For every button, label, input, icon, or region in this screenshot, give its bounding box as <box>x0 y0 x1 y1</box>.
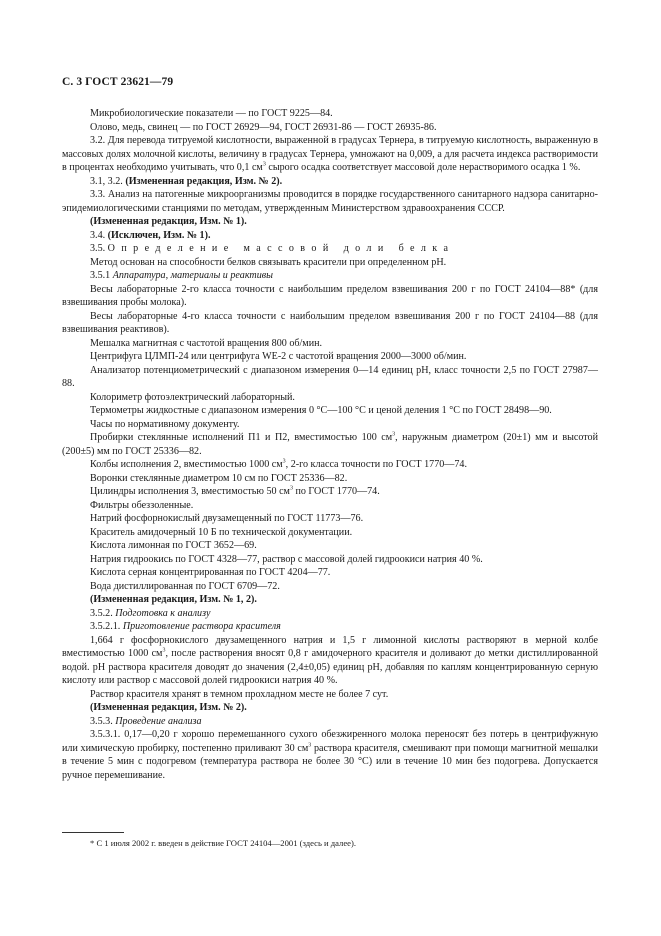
text-segment: Приготовление раствора красителя <box>122 621 281 632</box>
text-segment: , 2-го класса точности по ГОСТ 1770—74. <box>285 459 468 470</box>
paragraph-p23 <box>62 499 598 513</box>
text-segment: Колбы исполнения 2, вместимостью 1000 см <box>90 459 283 470</box>
paragraph-p18 <box>62 418 598 432</box>
paragraph-p26 <box>62 539 598 553</box>
paragraph-p32 <box>62 620 598 634</box>
paragraph-p3 <box>62 134 598 175</box>
paragraph-p21 <box>62 472 598 486</box>
text-segment: 3.3. Анализ на патогенные микроорганизмы проводится в порядке государственного санитарного надзора санитарно-эпидемиологическими станциями по методам, утвержденным Министерством здравоохранения СССР. <box>62 189 598 214</box>
paragraph-p29 <box>62 580 598 594</box>
text-segment: 3 <box>289 485 293 492</box>
text-segment: Анализатор потенциометрический с диапазоном измерения 0—14 единиц pH, класс точности 2,5 по ГОСТ 27987—88. <box>62 364 598 389</box>
text-segment: Краситель амидочерный 10 Б по технической документации. <box>90 526 353 538</box>
paragraph-p25 <box>62 526 598 540</box>
text-segment: Подготовка к анализу <box>115 607 211 619</box>
footnote: * С 1 июля 2002 г. введен в действие ГОСТ 24104—2001 (здесь и далее). <box>90 838 356 848</box>
document-body <box>62 107 598 782</box>
paragraph-p8 <box>62 242 598 256</box>
paragraph-p2 <box>62 121 598 135</box>
text-segment: 3.1, 3.2. <box>90 175 126 187</box>
text-segment: Мешалка магнитная с частотой вращения 800 об/мин. <box>90 337 323 349</box>
text-segment: Кислота лимонная по ГОСТ 3652—69. <box>90 540 257 551</box>
paragraph-p4 <box>62 175 598 189</box>
text-segment: , после растворения вносят 0,8 г амидочерного красителя и доливают до метки дистиллированной водой. pH раствора красителя доводят до значения (2,4±0,05) единиц pH, добавляя по каплям концентрированную серную кислоту или раствор с массовой долей гидроокиси натрия 40 %. <box>62 648 598 686</box>
text-segment: Кислота серная концентрированная по ГОСТ 4204—77. <box>90 567 331 578</box>
text-segment: 3.5.3. <box>90 715 116 727</box>
text-segment: Натрий фосфорнокислый двузамещенный по ГОСТ 11773—76. <box>90 513 364 524</box>
text-segment: Весы лабораторные 2-го класса точности с наибольшим пределом взвешивания 200 г по ГОСТ 24104—88* (для взвешивания пробы молока). <box>62 283 598 308</box>
paragraph-p12 <box>62 310 598 337</box>
text-segment: раствора красителя, смешивают при помощи магнитной мешалки в течение 5 мин с подогревом (температура раствора не более 30 °С) или в течение 10 мин без подогрева. Допускается ручное перемешивание. <box>62 742 599 781</box>
text-segment: 3.5.1 <box>90 270 113 281</box>
text-segment: Термометры жидкостные с диапазоном измерения 0 °С—100 °С и ценой деления 1 °С по ГОСТ 28498—90. <box>90 405 552 416</box>
paragraph-p16 <box>62 391 598 405</box>
paragraph-p37 <box>62 728 598 782</box>
text-segment: Вода дистиллированная по ГОСТ 6709—72. <box>90 580 280 592</box>
text-segment: Натрия гидроокись по ГОСТ 4328—77, раствор с массовой долей гидроокиси натрия 40 %. <box>90 553 483 565</box>
paragraph-p27 <box>62 553 598 567</box>
text-segment: сырого осадка соответствует массовой доле нерастворимого осадка 1 %. <box>265 162 581 173</box>
text-segment: Фильтры обеззоленные. <box>90 499 194 511</box>
text-segment: Микробиологические показатели — по ГОСТ 9225—84. <box>90 108 333 119</box>
paragraph-p14 <box>62 350 598 364</box>
text-segment: Центрифуга ЦЛМП-24 или центрифуга WE-2 с частотой вращения 2000—3000 об/мин. <box>90 351 467 362</box>
footnote-separator <box>62 832 124 833</box>
paragraph-p34 <box>62 688 598 702</box>
paragraph-p10 <box>62 269 598 283</box>
paragraph-p15 <box>62 364 598 391</box>
text-segment: (Измененная редакция, Изм. № 1). <box>90 216 247 227</box>
paragraph-p13 <box>62 337 598 351</box>
text-segment: 3 <box>392 431 396 438</box>
text-segment: Аппаратура, материалы и реактивы <box>112 270 273 281</box>
text-segment: (Измененная редакция, Изм. № 2). <box>125 175 283 187</box>
text-segment: (Измененная редакция, Изм. № 1, 2). <box>90 594 257 605</box>
text-segment: Цилиндры исполнения 3, вместимостью 50 см <box>90 486 290 497</box>
paragraph-p36 <box>62 715 598 729</box>
page-header: С. 3 ГОСТ 23621—79 <box>62 76 174 88</box>
paragraph-p6 <box>62 215 598 229</box>
text-segment: Воронки стеклянные диаметром 10 см по ГОСТ 25336—82. <box>90 472 348 484</box>
paragraph-p33 <box>62 634 598 688</box>
text-segment: , наружным диаметром (20±1) мм и высотой (200±5) мм по ГОСТ 25336—82. <box>62 432 599 457</box>
text-segment: Определение массовой доли белка <box>107 243 455 254</box>
paragraph-p7 <box>62 229 598 243</box>
paragraph-p28 <box>62 566 598 580</box>
text-segment: 3.4. <box>90 229 108 241</box>
paragraph-p31 <box>62 607 598 621</box>
paragraph-p5 <box>62 188 598 215</box>
text-segment: (Измененная редакция, Изм. № 2). <box>90 702 247 713</box>
text-segment: Часы по нормативному документу. <box>90 418 240 430</box>
text-segment: (Исключен, Изм. № 1). <box>107 229 211 241</box>
paragraph-p35 <box>62 701 598 715</box>
paragraph-p19 <box>62 431 598 458</box>
text-segment: 3.5. <box>90 243 108 254</box>
paragraph-p22 <box>62 485 598 499</box>
text-segment: 3 <box>262 161 266 168</box>
text-segment: 3.5.3.1. 0,17—0,20 г хорошо перемешанного сухого обезжиренного молока переносят без потерь в центрифужную или химическую пробирку, постепенно приливают 30 см <box>62 729 598 754</box>
text-segment: Метод основан на способности белков связывать красители при определенном pH. <box>90 256 447 268</box>
text-segment: Олово, медь, свинец — по ГОСТ 26929—94, ГОСТ 26931-86 — ГОСТ 26935-86. <box>90 121 437 133</box>
text-segment: Весы лабораторные 4-го класса точности с наибольшим пределом взвешивания 200 г по ГОСТ 24104—88 (для взвешивания реактивов). <box>62 310 598 335</box>
text-segment: 3 <box>308 742 312 749</box>
paragraph-p20 <box>62 458 598 472</box>
text-segment: 1,664 г фосфорнокислого двузамещенного натрия и 1,5 г лимонной кислоты растворяют в мерной колбе вместимостью 1000 см <box>62 634 598 659</box>
paragraph-p9 <box>62 256 598 270</box>
paragraph-p11 <box>62 283 598 310</box>
paragraph-p17 <box>62 404 598 418</box>
text-segment: 3 <box>282 458 286 465</box>
text-segment: Колориметр фотоэлектрический лабораторный. <box>90 391 295 403</box>
paragraph-p1 <box>62 107 598 121</box>
text-segment: 3.5.2. <box>90 607 116 619</box>
text-segment: 3.5.2.1. <box>90 621 123 632</box>
text-segment: 3.2. Для перевода титруемой кислотности, выраженной в градусах Тернера, в титруемую кислотность, выраженную в массовых долях молочной кислоты, величину в градусах Тернера, умножают на 0,009, а для расчета индекса растворимости в процентах необходимо учитывать, что 0,1 см <box>62 135 598 173</box>
text-segment: Проведение анализа <box>115 715 202 727</box>
text-segment: Раствор красителя хранят в темном прохладном месте не более 7 сут. <box>90 688 389 700</box>
paragraph-p30 <box>62 593 598 607</box>
text-segment: Пробирки стеклянные исполнений П1 и П2, вместимостью 100 см <box>90 432 393 443</box>
paragraph-p24 <box>62 512 598 526</box>
text-segment: 3 <box>162 647 166 654</box>
text-segment: по ГОСТ 1770—74. <box>292 486 380 497</box>
